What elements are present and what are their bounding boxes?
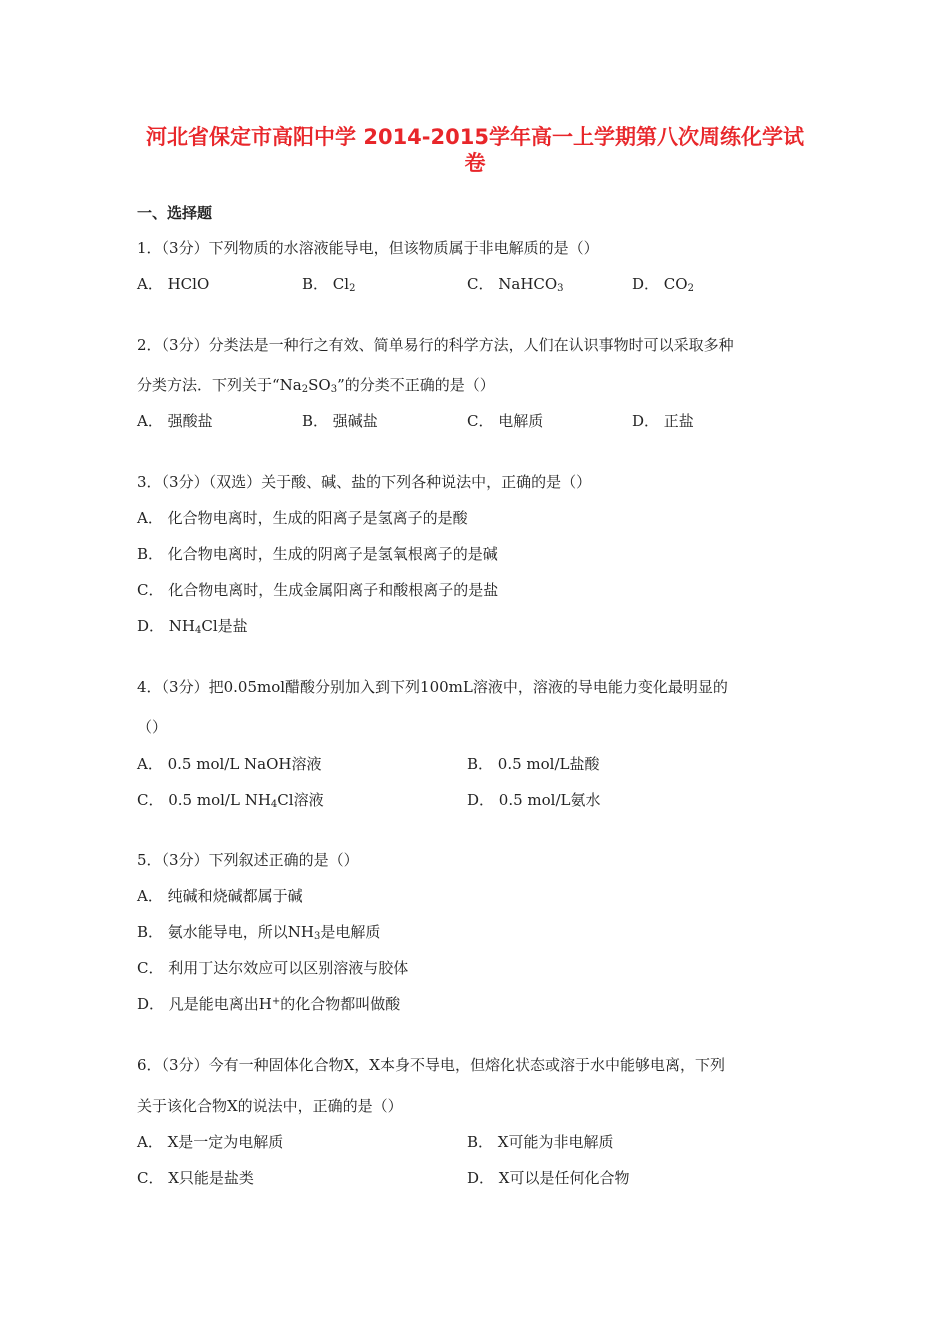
q1-option-b: B． $Cl_2$ xyxy=(302,275,356,294)
q6-stem-line2: 关于该化合物X的说法中，正确的是（） xyxy=(137,1097,403,1115)
q2-option-a: A． 强酸盐 xyxy=(137,412,213,430)
q1-stem: 1．（3分）下列物质的水溶液能导电，但该物质属于非电解质的是（） xyxy=(137,239,599,257)
q1-option-a: A． HClO xyxy=(137,275,210,293)
q3-option-a: A． 化合物电离时，生成的阳离子是氢离子的是酸 xyxy=(137,509,468,527)
q2-option-b: B． 强碱盐 xyxy=(302,412,378,430)
q2-option-d: D． 正盐 xyxy=(632,412,694,430)
q1-option-c: C． NaHCO$_3$ xyxy=(467,275,564,294)
q4-option-d: D． 0.5 mol/L氨水 xyxy=(467,791,601,809)
q2-option-c: C． 电解质 xyxy=(467,412,544,430)
q6-option-b: B． X可能为非电解质 xyxy=(467,1133,614,1151)
q3-stem: 3．（3分）（双选）关于酸、碱、盐的下列各种说法中，正确的是（） xyxy=(137,473,592,491)
q5-option-b: B． 氨水能导电，所以$NH_3$是电解质 xyxy=(137,923,381,942)
q5-option-d: D． 凡是能电离出H+的化合物都叫做酸 xyxy=(137,995,401,1013)
q6-option-c: C． X只能是盐类 xyxy=(137,1169,254,1187)
q6-option-d: D． X可以是任何化合物 xyxy=(467,1169,630,1187)
q5-stem: 5．（3分）下列叙述正确的是（） xyxy=(137,851,359,869)
q4-option-a: A． 0.5 mol/L NaOH溶液 xyxy=(137,755,322,773)
q2-stem-line2: 分类方法．下列关于“$Na_2SO_3$”的分类不正确的是（） xyxy=(137,376,495,395)
q1-option-d: D． $CO_2$ xyxy=(632,275,694,294)
q6-stem-line1: 6．（3分）今有一种固体化合物X，X本身不导电，但熔化状态或溶于水中能够电离，下列 xyxy=(137,1056,725,1074)
q4-stem-line2: （） xyxy=(137,718,168,736)
section-heading: 一、选择题 xyxy=(137,204,213,222)
q3-option-b: B． 化合物电离时，生成的阴离子是氢氧根离子的是碱 xyxy=(137,545,498,563)
q3-option-c: C． 化合物电离时，生成金属阳离子和酸根离子的是盐 xyxy=(137,581,499,599)
q4-stem-line1: 4．（3分）把0.05mol醋酸分别加入到下列100mL溶液中，溶液的导电能力变化最明显的 xyxy=(137,678,728,696)
document-title-line1: 河北省保定市高阳中学 2014-2015学年高一上学期第八次周练化学试 xyxy=(146,125,804,149)
q2-stem-line1: 2．（3分）分类法是一种行之有效、简单易行的科学方法，人们在认识事物时可以采取多种 xyxy=(137,336,734,354)
q5-option-a: A． 纯碱和烧碱都属于碱 xyxy=(137,887,303,905)
q4-option-b: B． 0.5 mol/L盐酸 xyxy=(467,755,600,773)
q6-option-a: A． X是一定为电解质 xyxy=(137,1133,284,1151)
q5-option-c: C． 利用丁达尔效应可以区别溶液与胶体 xyxy=(137,959,409,977)
q3-option-d: D． $NH_4Cl$是盐 xyxy=(137,617,248,636)
q4-option-c: C． 0.5 mol/L $NH_4Cl$溶液 xyxy=(137,791,324,810)
document-title-line2: 卷 xyxy=(464,151,486,175)
